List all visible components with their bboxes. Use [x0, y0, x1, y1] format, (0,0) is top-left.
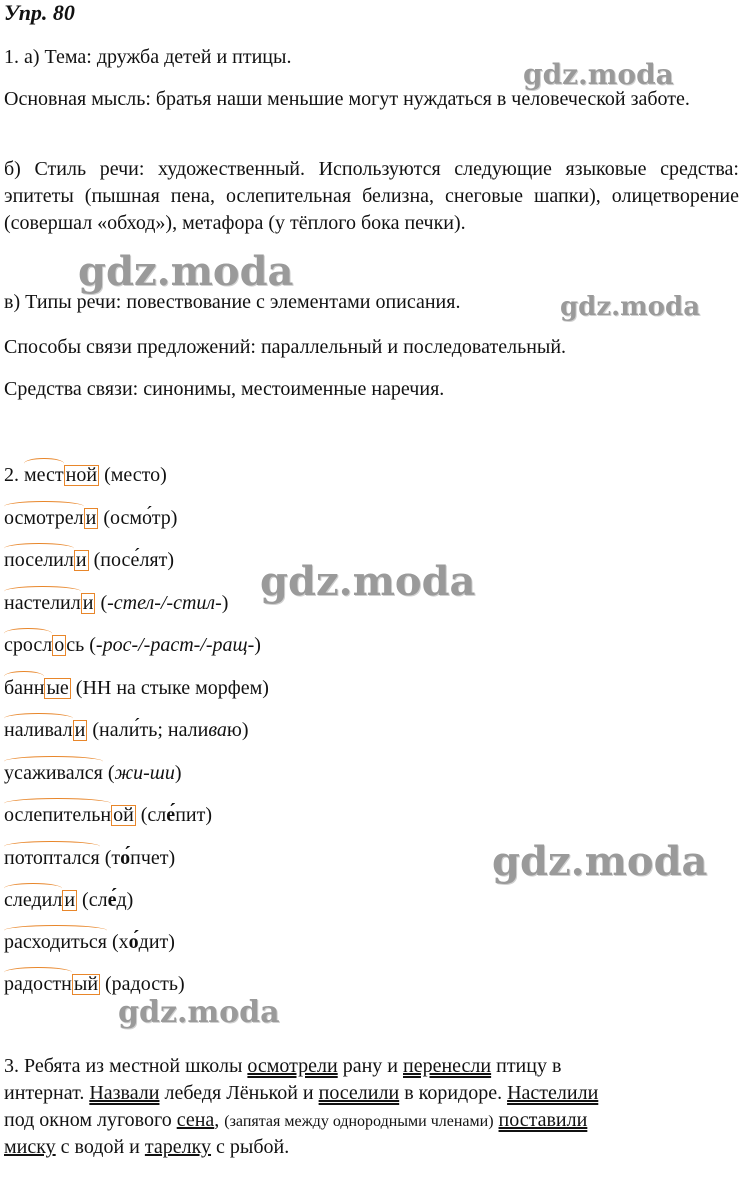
word-item	[4, 505, 177, 531]
word-note: -стел-/-стил-	[107, 592, 222, 614]
comment-note: (запятая между однородными членами)	[224, 1113, 494, 1130]
word-item	[4, 971, 185, 997]
watermark: gdz.moda	[118, 995, 280, 1030]
exercise-title: Упр. 80	[4, 0, 75, 25]
word-item	[4, 462, 167, 488]
word-item: усаживался (жи-ши)	[4, 762, 182, 784]
main-idea-paragraph: Основная мысль: братья наши меньшие могут нуждаться в человеческой заботе.	[4, 88, 690, 110]
sentence-line: миску с водой и тарелку с рыбой.	[4, 1136, 290, 1158]
word-item: наливал и (нали́ть; наливаю)	[4, 719, 249, 741]
word-note: (осмо́тр)	[98, 507, 178, 529]
word: усаживался	[4, 762, 103, 784]
watermark: gdz.moda	[492, 838, 708, 885]
watermark: gdz.moda	[78, 248, 294, 295]
sentence-line: под окном лугового сена, (запятая между однородными членами) поставили	[4, 1109, 588, 1131]
word-item	[4, 547, 174, 573]
word: радостн ый	[4, 973, 99, 995]
word-item: ослепительн ой (сле́пит)	[4, 804, 212, 826]
word-item: потоптался (то́пчет)	[4, 847, 176, 869]
word-item: следил и (сле́д)	[4, 889, 134, 911]
word-note: (место)	[99, 464, 167, 486]
word: поселил и	[4, 549, 87, 571]
word: расходиться	[4, 931, 107, 953]
sentence-line: интернат. Назвали лебедя Лёнькой и поселили в коридоре. Настелили	[4, 1082, 599, 1104]
watermark: gdz.moda	[523, 58, 674, 91]
topic-line: 1. а) Тема: дружба детей и птицы.	[4, 46, 292, 68]
word-note: (радость)	[100, 973, 185, 995]
style-paragraph: б) Стиль речи: художественный. Используются следующие языковые средства: эпитеты (пышная пена, ослепительная белизна, снеговые шапки), олицетворение (совершал «обход»), метафора (у тёплого бока печки).	[4, 158, 739, 234]
link-means-line: Средства связи: синонимы, местоименные наречия.	[4, 378, 445, 400]
word: осмотрел и	[4, 507, 97, 529]
word: наливал и	[4, 719, 86, 741]
sentence-line: 3. Ребята из местной школы осмотрели рану и перенесли птицу в	[4, 1055, 562, 1077]
watermark: gdz.moda	[260, 558, 476, 605]
word-note: (посе́лят)	[88, 549, 175, 571]
word-note: жи-ши	[114, 762, 175, 784]
word-item: настелил и (-стел-/-стил-)	[4, 592, 229, 614]
word: сросл о сь	[4, 634, 85, 656]
word: банн ые	[4, 677, 69, 699]
word-item: расходиться (хо́дит)	[4, 931, 175, 953]
link-methods-line: Способы связи предложений: параллельный и последовательный.	[4, 336, 567, 358]
word-item: сросл о сь (-рос-/-раст-/-ращ-)	[4, 634, 261, 656]
word-note: -рос-/-раст-/-ращ-	[95, 634, 255, 656]
word: потоптался	[4, 847, 100, 869]
word: 2. мест ной	[4, 464, 98, 486]
word: настелил и	[4, 592, 94, 614]
word-note: (НН на стыке морфем)	[70, 677, 269, 699]
word: ослепительн ой	[4, 804, 134, 826]
word-item	[4, 675, 269, 701]
watermark: gdz.moda	[560, 292, 701, 322]
speech-types-line: в) Типы речи: повествование с элементами описания.	[4, 291, 461, 313]
word: следил и	[4, 889, 76, 911]
